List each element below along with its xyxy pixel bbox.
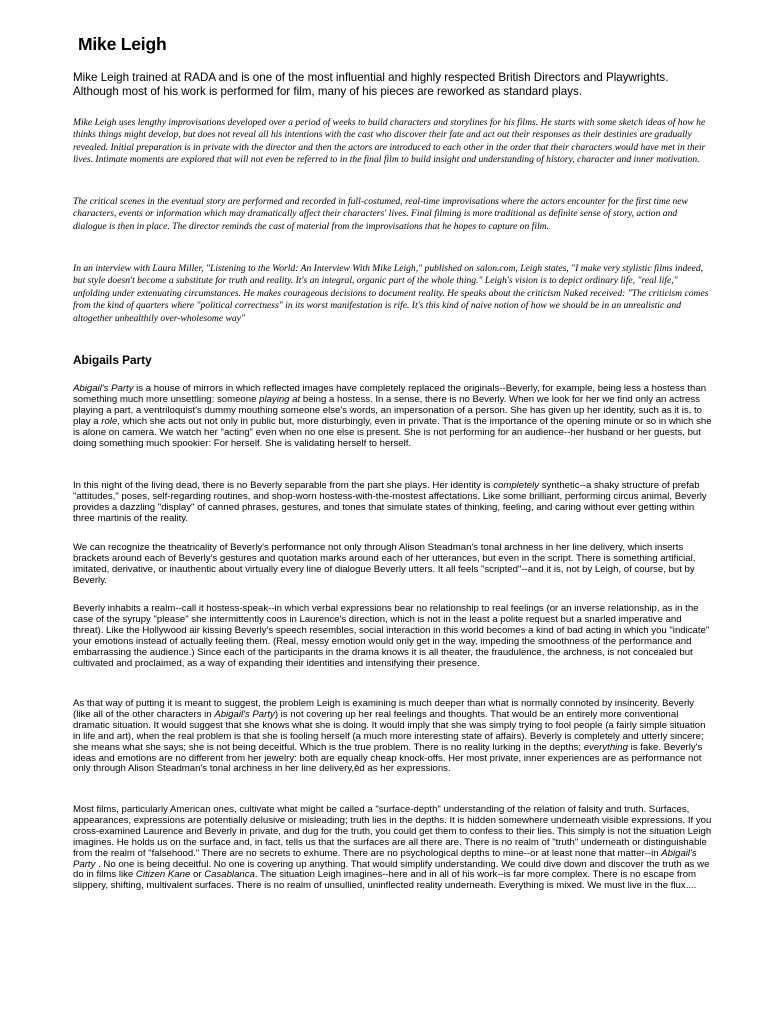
section-heading: Abigails Party: [73, 353, 152, 367]
body-paragraph-2: In this night of the living dead, there is no Beverly separable from the part she plays. Her identity is completely synthetic--a shaky structure of prefab "attitudes," poses, self-regarding routines, and shop-worn hostess-with-the-mostest affectations. Like some brilliant, performing circus animal, Beverly provides a dazzling "display" of canned phrases, gestures, and tones that simulate states of thinking, feeling, and caring without ever getting within three martinis of the reality.: [73, 480, 707, 524]
body-paragraph-4: Beverly inhabits a realm--call it hostess-speak--in which verbal expressions bear no relationship to real feelings (or an inverse relationship, as in the case of the syrupy "please" she intermittently coos in Laurence's direction, which is not in the least a polite request but a snarled imperative and threat). Like the Hollywood air kissing Beverly's speech resembles, social interaction in this world becomes a kind of bad acting in which you "indicate" your emotions instead of actually feeling them. (Real, messy emotion would only get in the way, impeding the smoothness of the performance and embarrassing the audience.) Since each of the participants in the drama knows it is all theater, the fraudulence, the archness, is not concealed but cultivated and proclaimed, as a way of expanding their identities and intensifying their presence.: [73, 603, 710, 669]
quote-paragraph-1: Mike Leigh uses lengthy improvisations developed over a period of weeks to build characters and storylines for his films. He starts with some sketch ideas of how he thinks things might develop, but does not reveal all his intentions with the cast who discover their fate and act out their responses as their destinies are gradually revealed. Initial preparation is in private with the director and then the actors are introduced to each other in the order that their characters would have met in their lives. Intimate moments are explored that will not even be referred to in the final film to build insight and understanding of history, character and inner motivation.: [73, 117, 706, 166]
quote-paragraph-2: The critical scenes in the eventual story are performed and recorded in full-costumed, real-time improvisations where the actors encounter for the first time new characters, events or information which may dramatically affect their characters' lives. Final filming is more traditional as definite sense of story, action and dialogue is then in place. The director reminds the cast of material from the improvisations that he hopes to capture on film.: [73, 196, 688, 232]
intro-paragraph: Mike Leigh trained at RADA and is one of the most influential and highly respected British Directors and Playwrights. Although most of his work is performed for film, many of his pieces are reworked as standard plays.: [73, 71, 669, 98]
body-paragraph-3: We can recognize the theatricality of Beverly's performance not only through Alison Steadman's tonal archness in her line delivery, which inserts brackets around each of Beverly's gestures and quotation marks around each of her utterances, but even in the script. There is something artificial, imitated, derivative, or inauthentic about virtually every line of dialogue Beverly utters. It all feels "scripted"--and it is, not by Leigh, of course, but by Beverly.: [73, 542, 696, 586]
body-paragraph-1: Abigail's Party is a house of mirrors in which reflected images have completely replaced the originals--Beverly, for example, being less a hostess than something much more unsettling: someone playing at being a hostess. In a sense, there is no Beverly. When we look for her we find only an actress playing a part, a ventriloquist's dummy mouthing someone else's words, an impersonation of a person. She has given up her identity, such as it is, to play a role, which she acts out not only in public but, more disturbingly, even in private. That is the importance of the opening minute or so in which she is alone on camera. We watch her "acting" even when no one else is present. She is not performing for an audience--her husband or her guests, but doing something much spookier: For herself. She is validating herself to herself.: [73, 383, 712, 449]
body-paragraph-5: As that way of putting it is meant to suggest, the problem Leigh is examining is much deeper than what is normally connoted by insincerity. Beverly (like all of the other characters in Abigail's Party) is not covering up her real feelings and thoughts. That would be an entirely more conventional dramatic situation. It would suggest that she knows what she is doing. It would imply that she was simply trying to fool people (a fairly simple situation in life and art), when the real problem is that she is fooling herself (a much more interesting state of affairs). Beverly is completely and utterly sincere; she means what she says; she is not being deceitful. Which is the true problem. There is no reality lurking in the depths; everything is fake. Beverly's ideas and emotions are no different from her jewelry: both are equally cheap knock-offs. Her most private, inner experiences are as performance not only through Alison Steadman's tonal archness in her line delivery,ěd as her expressions.: [73, 698, 706, 775]
quote-paragraph-3: In an interview with Laura Miller, "Listening to the World: An Interview With Mike Leigh," published on salon.com, Leigh states, "I make very stylistic films indeed, but style doesn't become a substitute for truth and reality. It's an integral, organic part of the whole thing." Leigh's vision is to depict ordinary life, "real life," unfolding under extenuating circumstances. He makes courageous decisions to document reality. He speaks about the criticism Naked received: "The criticism comes from the kind of quarters where "political correctness" in its worst manifestation is rife. It's this kind of naive notion of how we should be in an unrealistic and altogether unhealthily over-wholesome way": [73, 263, 709, 324]
body-paragraph-6: Most films, particularly American ones, cultivate what might be called a "surface-depth" understanding of the relation of falsity and truth. Surfaces, appearances, expressions are potentially delusive or misleading; truth lies in the depths. It is hidden somewhere underneath visible expressions. If you cross-examined Laurence and Beverly in private, and dug for the truth, you could get them to confess to their lies. This simply is not the situation Leigh imagines. He holds us on the surface and, in fact, tells us that the surfaces are all there are. There is no realm of "truth" underneath or distinguishable from the realm of "falsehood." There are no secrets to exhume. There are no psychological depths to mine--or at least none that matter--in Abigail's Party . No one is being deceitful. No one is covering up anything. That would simplify understanding. We could dive down and discover the truth as we do in films like Citizen Kane or Casablanca. The situation Leigh imagines--here and in all of his work--is far more complex. There is no escape from slippery, shifting, multivalent surfaces. There is no realm of unsullied, uninflected reality underneath. Everything is mixed. We must live in the flux....: [73, 804, 712, 892]
page-title: Mike Leigh: [78, 34, 167, 54]
